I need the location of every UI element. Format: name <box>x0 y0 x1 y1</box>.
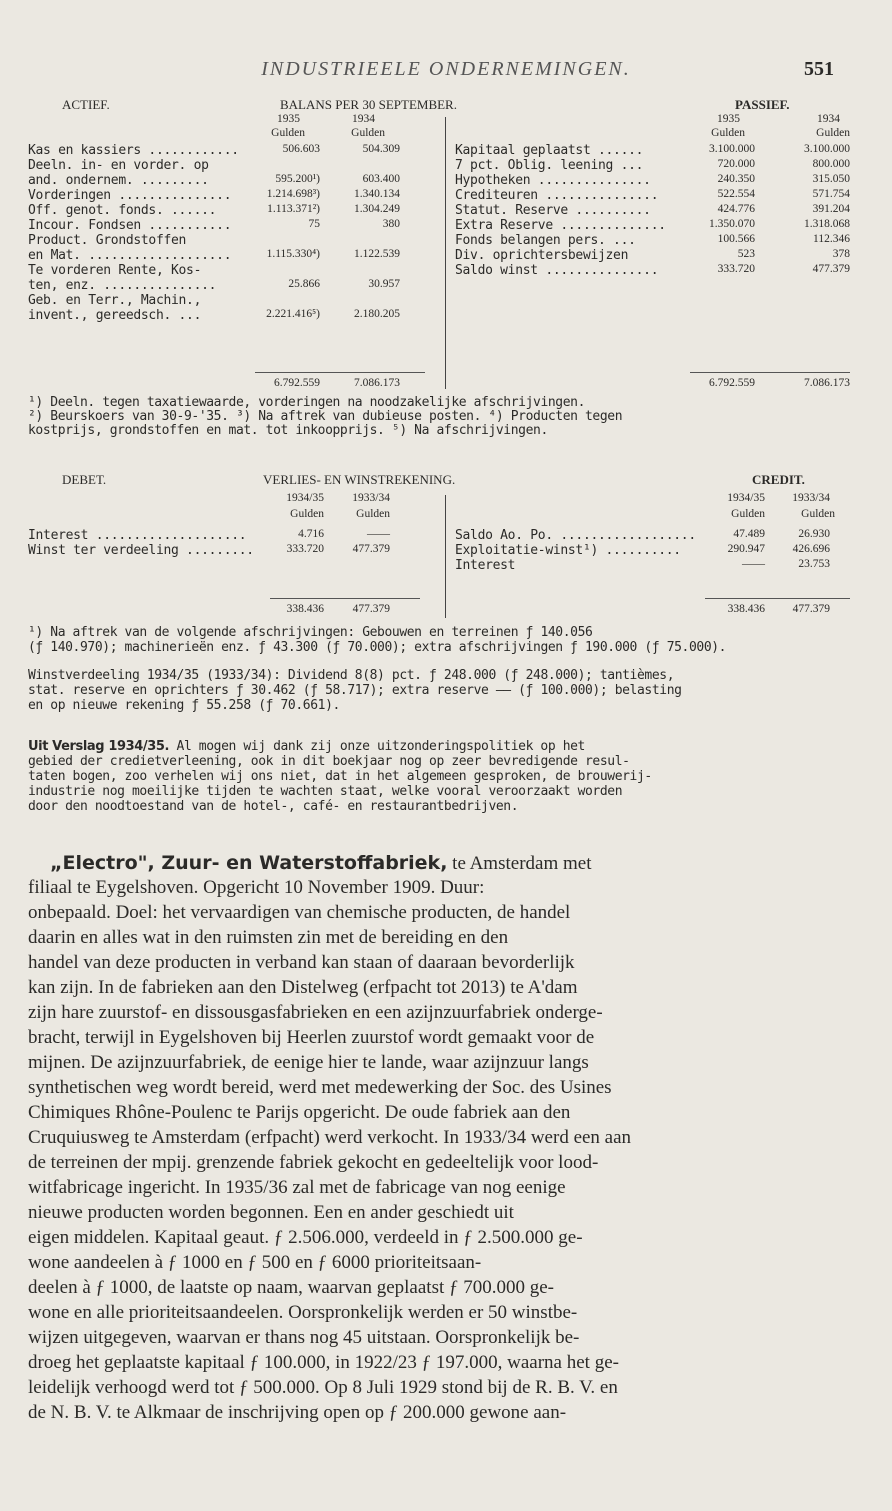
balance-year-left-2: 1934 <box>352 113 375 125</box>
asset-label: ten, enz. ............... <box>28 278 217 293</box>
company-line: de N. B. V. te Alkmaar de inschrijving open op ƒ 200.000 gewone aan- <box>28 1402 567 1423</box>
asset-1934: 30.957 <box>368 278 400 290</box>
company-line: Chimiques Rhône-Poulenc te Parijs opgericht. De oude fabriek aan den <box>28 1102 571 1123</box>
asset-label: invent., gereedsch. ... <box>28 308 202 323</box>
asset-1935: 1.113.371²) <box>267 203 320 215</box>
asset-1935: 75 <box>308 218 320 230</box>
debit-value-a: 4.716 <box>298 528 324 540</box>
balance-year-right-2: 1934 <box>817 113 840 125</box>
debit-value-a: 333.720 <box>286 543 324 555</box>
winstverdeeling-line: Winstverdeeling 1934/35 (1933/34): Dividend 8(8) pct. ƒ 248.000 (ƒ 248.000); tantièmes, <box>28 668 675 683</box>
verslag-line: industrie nog moeilijke tijden te wachten staat, welke vooral veroorzaakt worden <box>28 784 623 799</box>
liability-1934: 112.346 <box>813 233 850 245</box>
balance-unit-left-1: Gulden <box>271 127 305 139</box>
debit-total-rule <box>270 598 420 599</box>
liability-1935: 424.776 <box>717 203 755 215</box>
company-line: deelen à ƒ 1000, de laatste op naam, waarvan geplaatst ƒ 700.000 ge- <box>28 1277 555 1298</box>
asset-1934: 1.304.249 <box>354 203 400 215</box>
credit-value-b: 426.696 <box>792 543 830 555</box>
credit-label: Saldo Ao. Po. .................. <box>455 528 696 543</box>
company-line: kan zijn. In de fabrieken aan den Distelweg (erfpacht tot 2013) te A'dam <box>28 977 578 998</box>
asset-label: and. ondernem. ......... <box>28 173 209 188</box>
pnl-unit-left-1: Gulden <box>290 508 324 520</box>
company-line: synthetischen weg wordt bereid, werd met medewerking der Soc. des Usines <box>28 1077 612 1098</box>
credit-value-a: 47.489 <box>733 528 765 540</box>
asset-1934: 1.340.134 <box>354 188 400 200</box>
pnl-title-left: DEBET. <box>62 472 107 487</box>
pnl-footnote: ¹) Na aftrek van de volgende afschrijvingen: Gebouwen en terreinen ƒ 140.056 <box>28 625 593 640</box>
liability-1935: 522.554 <box>717 188 755 200</box>
asset-label: Vorderingen ............... <box>28 188 232 203</box>
asset-1934: 1.122.539 <box>354 248 400 260</box>
verslag-line: door den noodtoestand van de hotel-, café- en restaurantbedrijven. <box>28 799 519 814</box>
company-line: droeg het geplaatste kapitaal ƒ 100.000, in 1922/23 ƒ 197.000, waarna het ge- <box>28 1352 619 1373</box>
asset-1935: 2.221.416⁵) <box>266 308 320 320</box>
asset-1935: 1.214.698³) <box>266 188 320 200</box>
pnl-title-center: VERLIES- EN WINSTREKENING. <box>263 472 456 487</box>
credit-total-b: 477.379 <box>792 603 830 615</box>
liability-1934: 391.204 <box>812 203 850 215</box>
assets-total-1935: 6.792.559 <box>274 377 320 389</box>
asset-label: Product. Grondstoffen <box>28 233 187 248</box>
liability-1934: 315.050 <box>812 173 850 185</box>
asset-1935: 595.200¹) <box>275 173 320 185</box>
pnl-divider <box>445 495 446 618</box>
company-line: zijn hare zuurstof- en dissousgasfabrieken en een azijnzuurfabriek onderge- <box>28 1002 603 1023</box>
liability-label: Crediteuren ............... <box>455 188 659 203</box>
credit-label: Interest <box>455 558 516 573</box>
asset-1935: 506.603 <box>282 143 320 155</box>
asset-label: Geb. en Terr., Machin., <box>28 293 202 308</box>
balance-title-left: ACTIEF. <box>62 97 110 112</box>
debit-label: Winst ter verdeeling ......... <box>28 543 254 558</box>
company-line: leidelijk verhoogd werd tot ƒ 500.000. Op 8 Juli 1929 stond bij de R. B. V. en <box>28 1377 618 1398</box>
liability-1934: 378 <box>832 248 850 260</box>
credit-total-a: 338.436 <box>727 603 765 615</box>
assets-total-1934: 7.086.173 <box>354 377 400 389</box>
credit-value-b: 23.753 <box>798 558 830 570</box>
liability-1935: 100.566 <box>717 233 755 245</box>
verslag-line: taten bogen, zoo verhelen wij ons niet, dat in het algemeen gesproken, de brouwerij- <box>28 769 652 784</box>
pnl-year-left-1: 1934/35 <box>286 492 324 504</box>
winstverdeeling-line: en op nieuwe rekening ƒ 55.258 (ƒ 70.661). <box>28 698 340 713</box>
company-text: te Amsterdam met <box>447 853 592 874</box>
debit-total-b: 477.379 <box>352 603 390 615</box>
debit-total-a: 338.436 <box>286 603 324 615</box>
liability-label: Statut. Reserve .......... <box>455 203 651 218</box>
company-line: mijnen. De azijnzuurfabriek, de eenige hier te lande, waar azijnzuur langs <box>28 1052 589 1073</box>
credit-value-b: 26.930 <box>798 528 830 540</box>
footnote-line: ¹) Deeln. tegen taxatiewaarde, vorderingen na noodzakelijke afschrijvingen. <box>28 395 585 410</box>
pnl-year-right-1: 1934/35 <box>727 492 765 504</box>
pnl-title-right: CREDIT. <box>752 472 805 487</box>
pnl-unit-right-2: Gulden <box>801 508 835 520</box>
company-line: wone aandeelen à ƒ 1000 en ƒ 500 en ƒ 6000 prioriteitsaan- <box>28 1252 482 1273</box>
asset-label: Deeln. in- en vorder. op <box>28 158 209 173</box>
company-line: nieuwe producten worden begonnen. Een en ander geschiedt uit <box>28 1202 514 1223</box>
asset-1935: 25.866 <box>288 278 320 290</box>
liabilities-total-1934: 7.086.173 <box>804 377 850 389</box>
asset-label: Kas en kassiers ............ <box>28 143 239 158</box>
pnl-unit-left-2: Gulden <box>356 508 390 520</box>
asset-1934: 2.180.205 <box>354 308 400 320</box>
pnl-year-left-2: 1933/34 <box>352 492 390 504</box>
liability-1934: 1.318.068 <box>804 218 850 230</box>
liabilities-total-1935: 6.792.559 <box>709 377 755 389</box>
verslag-line: gebied der credietverleening, ook in dit boekjaar nog op zeer bevredigende resul- <box>28 754 630 769</box>
liability-1934: 477.379 <box>812 263 850 275</box>
company-line: de terreinen der mpij. grenzende fabriek gekocht en gedeeltelijk voor lood- <box>28 1152 599 1173</box>
winstverdeeling-line: stat. reserve en oprichters ƒ 30.462 (ƒ 58.717); extra reserve —— (ƒ 100.000); belasting <box>28 683 682 698</box>
company-line: handel van deze producten in verband kan staan of daaraan bevorderlijk <box>28 952 575 973</box>
liability-1934: 800.000 <box>812 158 850 170</box>
liabilities-total-rule <box>690 372 850 373</box>
company-line: filiaal te Eygelshoven. Opgericht 10 November 1909. Duur: <box>28 877 485 898</box>
footnote-line: kostprijs, grondstoffen en mat. tot inkoopprijs. ⁵) Na afschrijvingen. <box>28 423 548 438</box>
asset-label: Te vorderen Rente, Kos- <box>28 263 202 278</box>
verslag-heading: Uit Verslag 1934/35. <box>28 739 170 754</box>
pnl-unit-right-1: Gulden <box>731 508 765 520</box>
asset-1934: 380 <box>382 218 400 230</box>
verslag-text: Al mogen wij dank zij onze uitzonderingspolitiek op het <box>169 739 585 754</box>
company-line: bracht, terwijl in Eygelshoven bij Heerlen zuurstof wordt gemaakt voor de <box>28 1027 595 1048</box>
liability-label: Saldo winst ............... <box>455 263 659 278</box>
asset-label: Incour. Fondsen ........... <box>28 218 232 233</box>
liability-label: Kapitaal geplaatst ...... <box>455 143 644 158</box>
liability-1934: 571.754 <box>812 188 850 200</box>
page-header <box>0 58 892 88</box>
asset-1935: 1.115.330⁴) <box>266 248 320 260</box>
verslag-line-first <box>28 740 862 755</box>
balance-year-left-1: 1935 <box>277 113 300 125</box>
company-name: „Electro", Zuur- en Waterstoffabriek, <box>50 852 448 874</box>
liability-1935: 720.000 <box>717 158 755 170</box>
balance-year-right-1: 1935 <box>717 113 740 125</box>
liability-1935: 3.100.000 <box>709 143 755 155</box>
balance-title-center: BALANS PER 30 SEPTEMBER. <box>280 97 457 112</box>
company-line: onbepaald. Doel: het vervaardigen van chemische producten, de handel <box>28 902 571 923</box>
company-line: daarin en alles wat in den ruimsten zin met de bereiding en den <box>28 927 509 948</box>
balance-title-right: PASSIEF. <box>735 97 790 112</box>
page-number: 551 <box>804 58 834 80</box>
asset-label: Off. genot. fonds. ...... <box>28 203 217 218</box>
liability-label: Div. oprichtersbewijzen <box>455 248 629 263</box>
assets-total-rule <box>255 372 425 373</box>
company-line: wijzen uitgegeven, waarvan er thans nog 45 uitstaan. Oorspronkelijk be- <box>28 1327 580 1348</box>
liability-label: Extra Reserve .............. <box>455 218 666 233</box>
liability-1934: 3.100.000 <box>804 143 850 155</box>
liability-1935: 523 <box>737 248 755 260</box>
company-line: eigen middelen. Kapitaal geaut. ƒ 2.506.000, verdeeld in ƒ 2.500.000 ge- <box>28 1227 583 1248</box>
company-line-first <box>28 851 862 877</box>
liability-1935: 240.350 <box>717 173 755 185</box>
credit-total-rule <box>705 598 850 599</box>
footnote-line: ²) Beurskoers van 30-9-'35. ³) Na aftrek van dubieuse posten. ⁴) Producten tegen <box>28 409 623 424</box>
asset-label: en Mat. ................... <box>28 248 232 263</box>
debit-value-b: 477.379 <box>352 543 390 555</box>
liability-label: Hypotheken ............... <box>455 173 651 188</box>
company-line: Cruquiusweg te Amsterdam (erfpacht) werd verkocht. In 1933/34 werd een aan <box>28 1127 632 1148</box>
debit-value-b: —— <box>367 528 390 540</box>
asset-1934: 603.400 <box>362 173 400 185</box>
asset-1934: 504.309 <box>362 143 400 155</box>
balance-unit-right-2: Gulden <box>816 127 850 139</box>
credit-value-a: —— <box>742 558 765 570</box>
company-line: witfabricage ingericht. In 1935/36 zal met de fabricage van nog eenige <box>28 1177 566 1198</box>
credit-value-a: 290.947 <box>727 543 765 555</box>
balance-divider <box>445 117 446 389</box>
running-title: INDUSTRIEELE ONDERNEMINGEN. <box>261 58 631 80</box>
pnl-year-right-2: 1933/34 <box>792 492 830 504</box>
balance-unit-right-1: Gulden <box>711 127 745 139</box>
debit-label: Interest .................... <box>28 528 247 543</box>
pnl-footnote: (ƒ 140.970); machinerieën enz. ƒ 43.300 (ƒ 70.000); extra afschrijvingen ƒ 190.000 (ƒ 75.000). <box>28 640 727 655</box>
company-line: wone en alle prioriteitsaandeelen. Oorspronkelijk werden er 50 winstbe- <box>28 1302 578 1323</box>
credit-label: Exploitatie-winst¹) .......... <box>455 543 681 558</box>
liability-1935: 1.350.070 <box>709 218 755 230</box>
liability-label: Fonds belangen pers. ... <box>455 233 636 248</box>
balance-unit-left-2: Gulden <box>351 127 385 139</box>
liability-label: 7 pct. Oblig. leening ... <box>455 158 644 173</box>
liability-1935: 333.720 <box>717 263 755 275</box>
